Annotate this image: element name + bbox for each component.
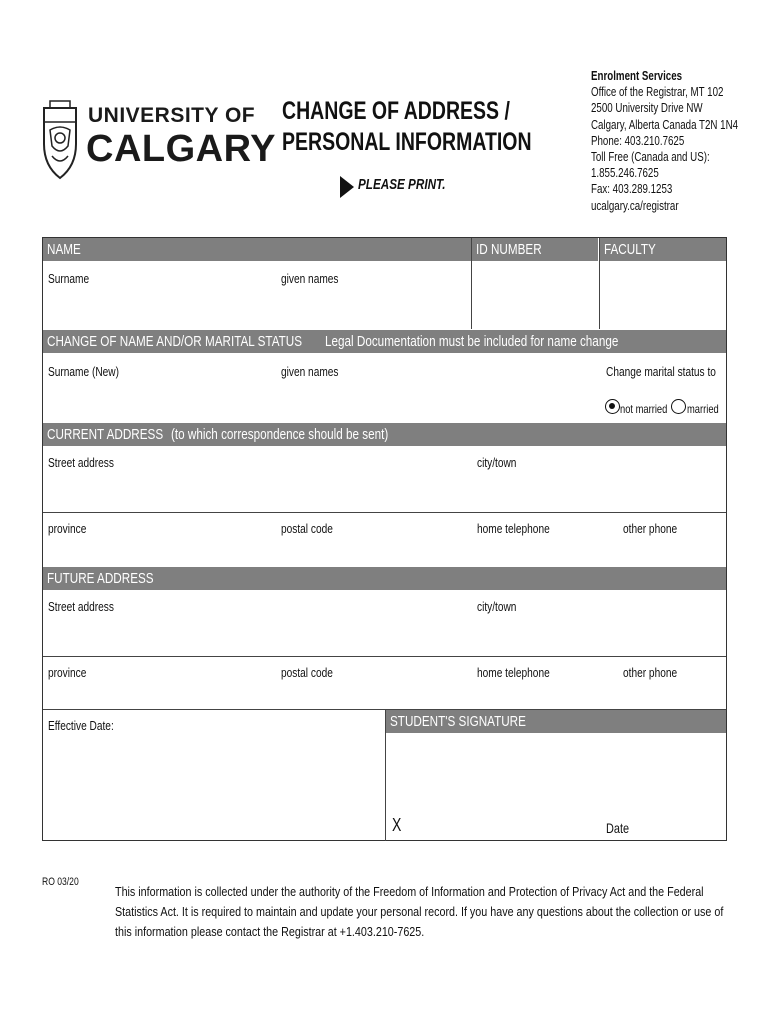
radio-not-married[interactable] bbox=[605, 399, 620, 414]
current-home-phone-field[interactable] bbox=[473, 514, 613, 564]
name-section-header: NAME bbox=[43, 238, 471, 261]
contact-line: Calgary, Alberta Canada T2N 1N4 bbox=[591, 117, 739, 132]
given-names-new-label: given names bbox=[281, 364, 339, 379]
contact-line: ucalgary.ca/registrar bbox=[591, 198, 679, 213]
form-title-line2: PERSONAL INFORMATION bbox=[282, 128, 532, 156]
future-street-label: Street address bbox=[48, 599, 114, 614]
signature-date-label: Date bbox=[606, 820, 630, 836]
signature-x-mark: X bbox=[392, 815, 402, 835]
surname-field[interactable] bbox=[44, 264, 270, 328]
faculty-header: FACULTY bbox=[600, 238, 726, 261]
effective-date-field[interactable] bbox=[44, 711, 384, 839]
surname-new-label: Surname (New) bbox=[48, 364, 120, 379]
contact-line: Phone: 403.210.7625 bbox=[591, 133, 685, 148]
form-title-line1: CHANGE OF ADDRESS / bbox=[282, 97, 510, 125]
please-print-note: PLEASE PRINT. bbox=[358, 176, 446, 193]
marital-status-label: Change marital status to bbox=[606, 364, 716, 379]
form-title bbox=[282, 96, 532, 158]
given-names-new-field[interactable] bbox=[275, 356, 595, 418]
surname-new-field[interactable] bbox=[44, 356, 270, 418]
university-crest-icon bbox=[40, 96, 80, 186]
signature-field[interactable] bbox=[388, 735, 603, 839]
privacy-notice-line: This information is collected under the authority of the Freedom of Information and Protection of Privacy Act and the Federal bbox=[115, 885, 704, 899]
contact-line: Fax: 403.289.1253 bbox=[591, 182, 673, 197]
future-province-label: province bbox=[48, 665, 87, 680]
id-number-field[interactable] bbox=[473, 264, 597, 328]
divider bbox=[599, 238, 600, 329]
future-street-field[interactable] bbox=[44, 592, 464, 654]
signature-date-field[interactable] bbox=[643, 735, 725, 839]
given-names-label: given names bbox=[281, 271, 339, 286]
divider bbox=[43, 656, 726, 657]
contact-line: Office of the Registrar, MT 102 bbox=[591, 85, 724, 100]
privacy-notice-line: Statistics Act. It is required to maintain and update your personal record. If you have any questions about the collection or use of bbox=[115, 905, 724, 919]
current-street-label: Street address bbox=[48, 455, 114, 470]
logo-text-calgary: CALGARY bbox=[86, 128, 276, 170]
correspondence-note: (to which correspondence should be sent) bbox=[171, 426, 389, 443]
current-other-phone-label: other phone bbox=[623, 521, 678, 536]
future-other-phone-field[interactable] bbox=[618, 658, 725, 708]
contact-line: 2500 University Drive NW bbox=[591, 101, 703, 116]
logo-text-university: UNIVERSITY OF bbox=[88, 104, 256, 127]
current-postal-field[interactable] bbox=[275, 514, 465, 564]
current-other-phone-field[interactable] bbox=[618, 514, 725, 564]
future-address-section-header: FUTURE ADDRESS bbox=[43, 567, 726, 590]
signature-section-header: STUDENT'S SIGNATURE bbox=[386, 710, 726, 733]
current-address-section-header: CURRENT ADDRESS (to which correspondence should be sent) bbox=[43, 423, 726, 446]
future-postal-label: postal code bbox=[281, 665, 333, 680]
form-code: RO 03/20 bbox=[42, 876, 79, 888]
future-postal-field[interactable] bbox=[275, 658, 465, 708]
current-city-field[interactable] bbox=[473, 448, 725, 510]
future-home-phone-label: home telephone bbox=[477, 665, 550, 680]
current-home-phone-label: home telephone bbox=[477, 521, 550, 536]
effective-date-label: Effective Date: bbox=[48, 718, 114, 733]
surname-label: Surname bbox=[48, 271, 90, 286]
id-number-header: ID NUMBER bbox=[472, 238, 598, 261]
future-province-field[interactable] bbox=[44, 658, 270, 708]
current-city-label: city/town bbox=[477, 455, 517, 470]
privacy-notice-line: this information please contact the Registrar at +1.403.210-7625. bbox=[115, 925, 425, 939]
divider bbox=[471, 238, 472, 329]
change-name-section-header: CHANGE OF NAME AND/OR MARITAL STATUS Legal Documentation must be included for name change bbox=[43, 330, 726, 353]
faculty-field[interactable] bbox=[601, 264, 725, 328]
current-province-label: province bbox=[48, 521, 87, 536]
contact-heading: Enrolment Services bbox=[591, 69, 683, 83]
future-city-label: city/town bbox=[477, 599, 517, 614]
given-names-field[interactable] bbox=[275, 264, 469, 328]
current-postal-label: postal code bbox=[281, 521, 333, 536]
contact-block bbox=[591, 68, 770, 214]
form-frame bbox=[42, 237, 727, 841]
privacy-notice bbox=[115, 882, 724, 942]
contact-line: Toll Free (Canada and US): bbox=[591, 150, 710, 165]
not-married-label: not married bbox=[620, 402, 668, 416]
divider bbox=[43, 512, 726, 513]
future-city-field[interactable] bbox=[473, 592, 725, 654]
current-province-field[interactable] bbox=[44, 514, 270, 564]
contact-line: 1.855.246.7625 bbox=[591, 166, 659, 181]
married-label: married bbox=[687, 402, 719, 416]
future-other-phone-label: other phone bbox=[623, 665, 678, 680]
radio-married[interactable] bbox=[671, 399, 686, 414]
name-change-note: Legal Documentation must be included for name change bbox=[325, 333, 619, 350]
play-arrow-icon bbox=[340, 176, 354, 198]
current-street-field[interactable] bbox=[44, 448, 464, 510]
future-home-phone-field[interactable] bbox=[473, 658, 613, 708]
